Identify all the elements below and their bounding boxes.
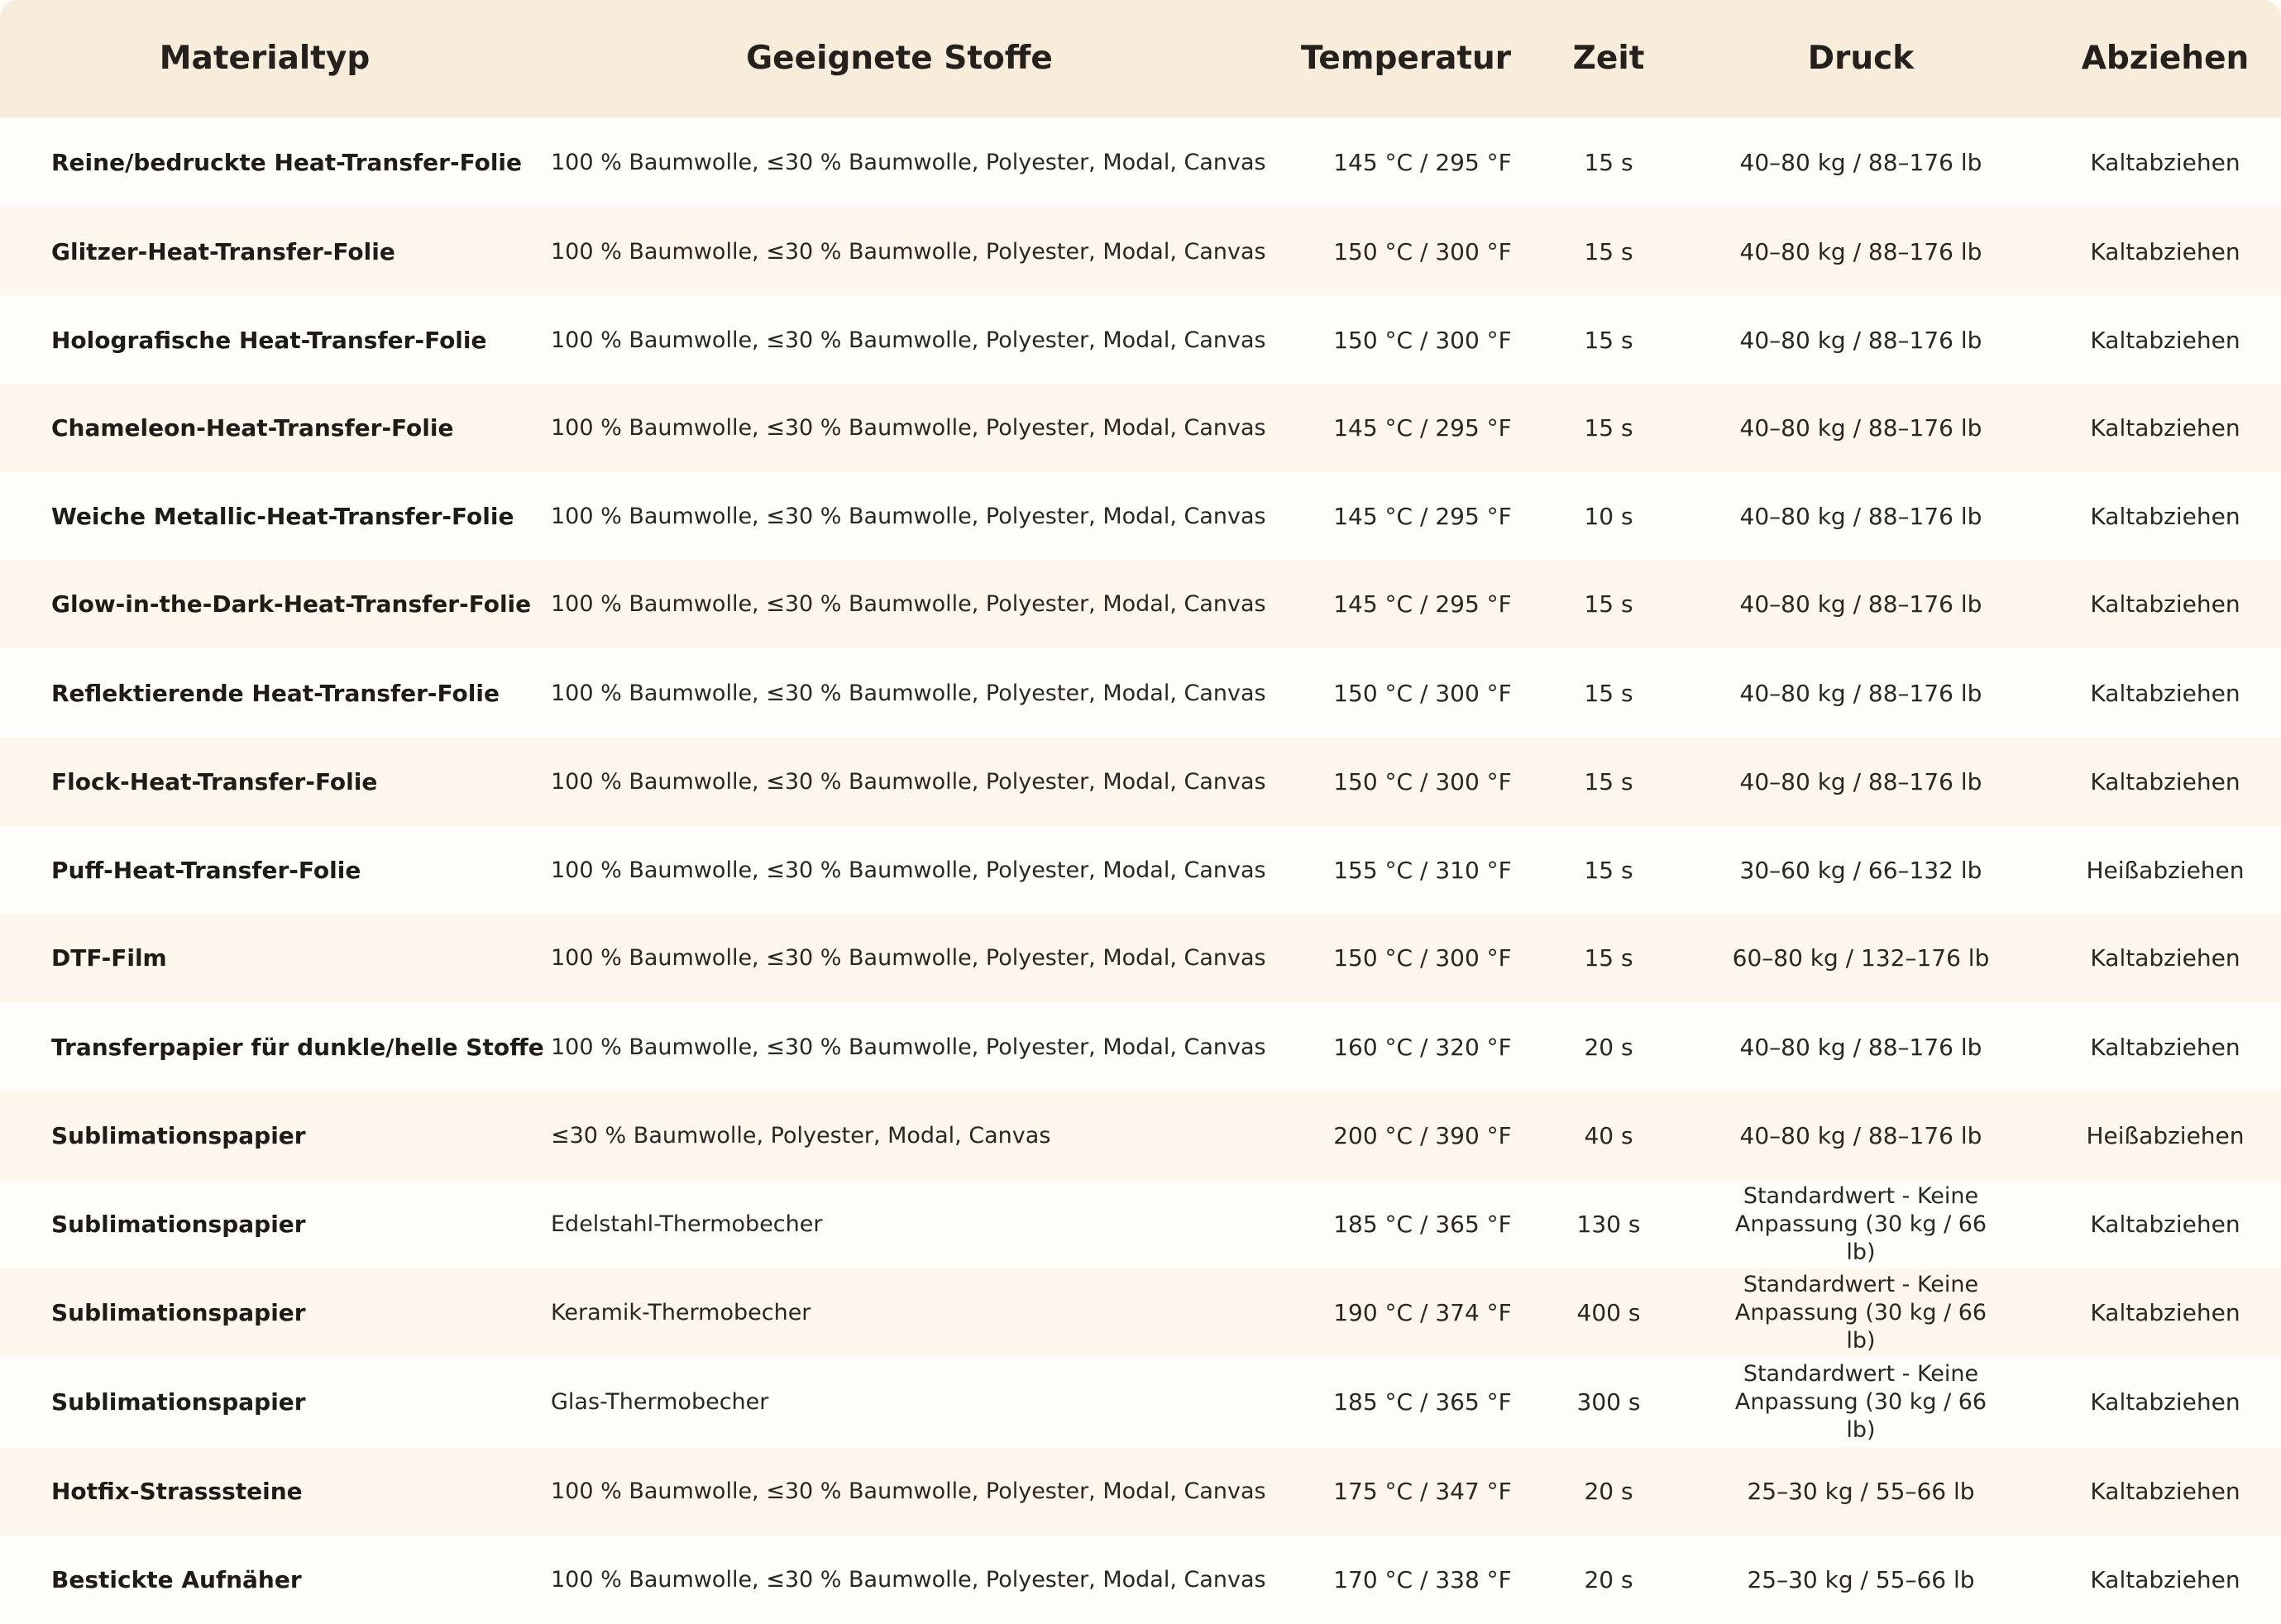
cell-pressure: 25–30 kg / 55–66 lb xyxy=(1747,1478,1975,1505)
cell-peel: Kaltabziehen xyxy=(2090,149,2240,176)
cell-fabrics: 100 % Baumwolle, ≤30 % Baumwolle, Polyester, Modal, Canvas xyxy=(551,857,1266,883)
table-row xyxy=(0,1180,2281,1268)
cell-peel: Kaltabziehen xyxy=(2090,590,2240,618)
table-row xyxy=(0,1447,2281,1536)
cell-fabrics: Edelstahl-Thermobecher xyxy=(551,1211,823,1237)
cell-fabrics: 100 % Baumwolle, ≤30 % Baumwolle, Polyester, Modal, Canvas xyxy=(551,769,1266,795)
header-pressure: Druck xyxy=(1807,40,1915,77)
cell-material: Puff-Heat-Transfer-Folie xyxy=(51,856,361,884)
cell-material: Chameleon-Heat-Transfer-Folie xyxy=(51,414,454,442)
table-row xyxy=(0,1091,2281,1180)
cell-fabrics: 100 % Baumwolle, ≤30 % Baumwolle, Polyester, Modal, Canvas xyxy=(551,680,1266,706)
cell-time: 15 s xyxy=(1584,326,1633,354)
cell-time: 15 s xyxy=(1584,768,1633,795)
cell-pressure: 40–80 kg / 88–176 lb xyxy=(1739,238,1982,265)
cell-temperature: 145 °C / 295 °F xyxy=(1333,414,1512,442)
cell-peel: Kaltabziehen xyxy=(2090,679,2240,707)
cell-temperature: 200 °C / 390 °F xyxy=(1333,1122,1512,1149)
cell-fabrics: 100 % Baumwolle, ≤30 % Baumwolle, Polyester, Modal, Canvas xyxy=(551,327,1266,353)
cell-time: 15 s xyxy=(1584,149,1633,176)
cell-temperature: 150 °C / 300 °F xyxy=(1333,679,1512,707)
cell-material: DTF-Film xyxy=(51,944,167,972)
cell-temperature: 150 °C / 300 °F xyxy=(1333,768,1512,795)
cell-pressure: 40–80 kg / 88–176 lb xyxy=(1739,768,1982,795)
cell-pressure: 40–80 kg / 88–176 lb xyxy=(1739,679,1982,707)
table-row xyxy=(0,208,2281,296)
table-row xyxy=(0,472,2281,560)
cell-material: Holografische Heat-Transfer-Folie xyxy=(51,326,487,354)
cell-material: Sublimationspapier xyxy=(51,1211,306,1238)
cell-pressure: 40–80 kg / 88–176 lb xyxy=(1739,502,1982,530)
table-row xyxy=(0,648,2281,738)
cell-time: 20 s xyxy=(1584,1478,1633,1505)
cell-pressure: 30–60 kg / 66–132 lb xyxy=(1739,856,1982,884)
cell-time: 300 s xyxy=(1576,1388,1641,1416)
cell-fabrics: Keramik-Thermobecher xyxy=(551,1300,811,1325)
cell-material: Bestickte Aufnäher xyxy=(51,1566,302,1593)
cell-material: Sublimationspapier xyxy=(51,1122,306,1149)
cell-pressure: 40–80 kg / 88–176 lb xyxy=(1739,590,1982,618)
cell-material: Reflektierende Heat-Transfer-Folie xyxy=(51,679,500,707)
cell-material: Flock-Heat-Transfer-Folie xyxy=(51,768,378,795)
table-row xyxy=(0,117,2281,208)
cell-material: Sublimationspapier xyxy=(51,1388,306,1416)
cell-peel: Kaltabziehen xyxy=(2090,326,2240,354)
cell-fabrics: 100 % Baumwolle, ≤30 % Baumwolle, Polyester, Modal, Canvas xyxy=(551,1567,1266,1593)
cell-pressure: Standardwert - Keine Anpassung (30 kg / 66 lb) xyxy=(1734,1360,1987,1443)
cell-peel: Kaltabziehen xyxy=(2090,1478,2240,1505)
cell-time: 20 s xyxy=(1584,1033,1633,1061)
cell-time: 15 s xyxy=(1584,944,1633,972)
cell-pressure: 40–80 kg / 88–176 lb xyxy=(1739,149,1982,176)
cell-peel: Kaltabziehen xyxy=(2090,1211,2240,1238)
cell-peel: Kaltabziehen xyxy=(2090,1388,2240,1416)
cell-fabrics: 100 % Baumwolle, ≤30 % Baumwolle, Polyester, Modal, Canvas xyxy=(551,415,1266,441)
header-peel: Abziehen xyxy=(2081,40,2250,77)
table-row xyxy=(0,296,2281,384)
cell-peel: Kaltabziehen xyxy=(2090,944,2240,972)
cell-peel: Kaltabziehen xyxy=(2090,768,2240,795)
cell-temperature: 145 °C / 295 °F xyxy=(1333,149,1512,176)
cell-temperature: 185 °C / 365 °F xyxy=(1333,1211,1512,1238)
table-row xyxy=(0,1002,2281,1091)
cell-temperature: 170 °C / 338 °F xyxy=(1333,1566,1512,1593)
cell-pressure: 40–80 kg / 88–176 lb xyxy=(1739,1033,1982,1061)
cell-fabrics: 100 % Baumwolle, ≤30 % Baumwolle, Polyester, Modal, Canvas xyxy=(551,1478,1266,1504)
cell-peel: Heißabziehen xyxy=(2086,1122,2245,1149)
cell-fabrics: 100 % Baumwolle, ≤30 % Baumwolle, Polyester, Modal, Canvas xyxy=(551,591,1266,617)
cell-fabrics: 100 % Baumwolle, ≤30 % Baumwolle, Polyester, Modal, Canvas xyxy=(551,945,1266,971)
table-row xyxy=(0,560,2281,648)
table-row xyxy=(0,914,2281,1002)
cell-time: 15 s xyxy=(1584,679,1633,707)
cell-material: Hotfix-Strasssteine xyxy=(51,1478,303,1505)
cell-time: 130 s xyxy=(1576,1211,1641,1238)
cell-material: Glow-in-the-Dark-Heat-Transfer-Folie xyxy=(51,590,532,618)
cell-pressure: 40–80 kg / 88–176 lb xyxy=(1739,326,1982,354)
cell-material: Transferpapier für dunkle/helle Stoffe xyxy=(51,1033,544,1061)
cell-temperature: 150 °C / 300 °F xyxy=(1333,326,1512,354)
cell-peel: Kaltabziehen xyxy=(2090,238,2240,265)
cell-time: 40 s xyxy=(1584,1122,1633,1149)
header-material: Materialtyp xyxy=(159,40,371,77)
cell-time: 15 s xyxy=(1584,590,1633,618)
cell-peel: Kaltabziehen xyxy=(2090,1299,2240,1326)
cell-pressure: Standardwert - Keine Anpassung (30 kg / 66 lb) xyxy=(1734,1271,1987,1354)
header-time: Zeit xyxy=(1572,40,1645,77)
table-header xyxy=(0,0,2281,117)
cell-fabrics: 100 % Baumwolle, ≤30 % Baumwolle, Polyester, Modal, Canvas xyxy=(551,150,1266,175)
cell-fabrics: Glas-Thermobecher xyxy=(551,1389,769,1415)
cell-pressure: 25–30 kg / 55–66 lb xyxy=(1747,1566,1975,1593)
cell-temperature: 160 °C / 320 °F xyxy=(1333,1033,1512,1061)
table-row xyxy=(0,384,2281,472)
cell-fabrics: 100 % Baumwolle, ≤30 % Baumwolle, Polyester, Modal, Canvas xyxy=(551,1034,1266,1060)
header-temperature: Temperatur xyxy=(1300,40,1512,77)
cell-time: 400 s xyxy=(1576,1299,1641,1326)
cell-time: 15 s xyxy=(1584,414,1633,442)
cell-peel: Kaltabziehen xyxy=(2090,1033,2240,1061)
cell-material: Glitzer-Heat-Transfer-Folie xyxy=(51,238,395,265)
cell-pressure: Standardwert - Keine Anpassung (30 kg / 66 lb) xyxy=(1734,1182,1987,1265)
cell-temperature: 145 °C / 295 °F xyxy=(1333,502,1512,530)
cell-pressure: 40–80 kg / 88–176 lb xyxy=(1739,1122,1982,1149)
cell-peel: Kaltabziehen xyxy=(2090,502,2240,530)
cell-temperature: 150 °C / 300 °F xyxy=(1333,238,1512,265)
cell-peel: Heißabziehen xyxy=(2086,856,2245,884)
cell-material: Sublimationspapier xyxy=(51,1299,306,1326)
cell-material: Weiche Metallic-Heat-Transfer-Folie xyxy=(51,502,514,530)
cell-fabrics: ≤30 % Baumwolle, Polyester, Modal, Canvas xyxy=(551,1123,1051,1149)
table-row xyxy=(0,1536,2281,1624)
table-row xyxy=(0,1357,2281,1447)
table-row xyxy=(0,826,2281,914)
table-row xyxy=(0,738,2281,826)
cell-temperature: 185 °C / 365 °F xyxy=(1333,1388,1512,1416)
table-row xyxy=(0,1268,2281,1357)
cell-pressure: 60–80 kg / 132–176 lb xyxy=(1732,944,1990,972)
cell-fabrics: 100 % Baumwolle, ≤30 % Baumwolle, Polyester, Modal, Canvas xyxy=(551,503,1266,529)
cell-time: 10 s xyxy=(1584,502,1633,530)
cell-peel: Kaltabziehen xyxy=(2090,414,2240,442)
cell-temperature: 150 °C / 300 °F xyxy=(1333,944,1512,972)
cell-temperature: 155 °C / 310 °F xyxy=(1333,856,1512,884)
cell-temperature: 175 °C / 347 °F xyxy=(1333,1478,1512,1505)
cell-temperature: 145 °C / 295 °F xyxy=(1333,590,1512,618)
cell-material: Reine/bedruckte Heat-Transfer-Folie xyxy=(51,149,523,176)
cell-time: 20 s xyxy=(1584,1566,1633,1593)
cell-temperature: 190 °C / 374 °F xyxy=(1333,1299,1512,1326)
cell-peel: Kaltabziehen xyxy=(2090,1566,2240,1593)
cell-time: 15 s xyxy=(1584,856,1633,884)
cell-pressure: 40–80 kg / 88–176 lb xyxy=(1739,414,1982,442)
cell-fabrics: 100 % Baumwolle, ≤30 % Baumwolle, Polyester, Modal, Canvas xyxy=(551,239,1266,265)
header-fabrics: Geeignete Stoffe xyxy=(746,40,1053,77)
cell-time: 15 s xyxy=(1584,238,1633,265)
